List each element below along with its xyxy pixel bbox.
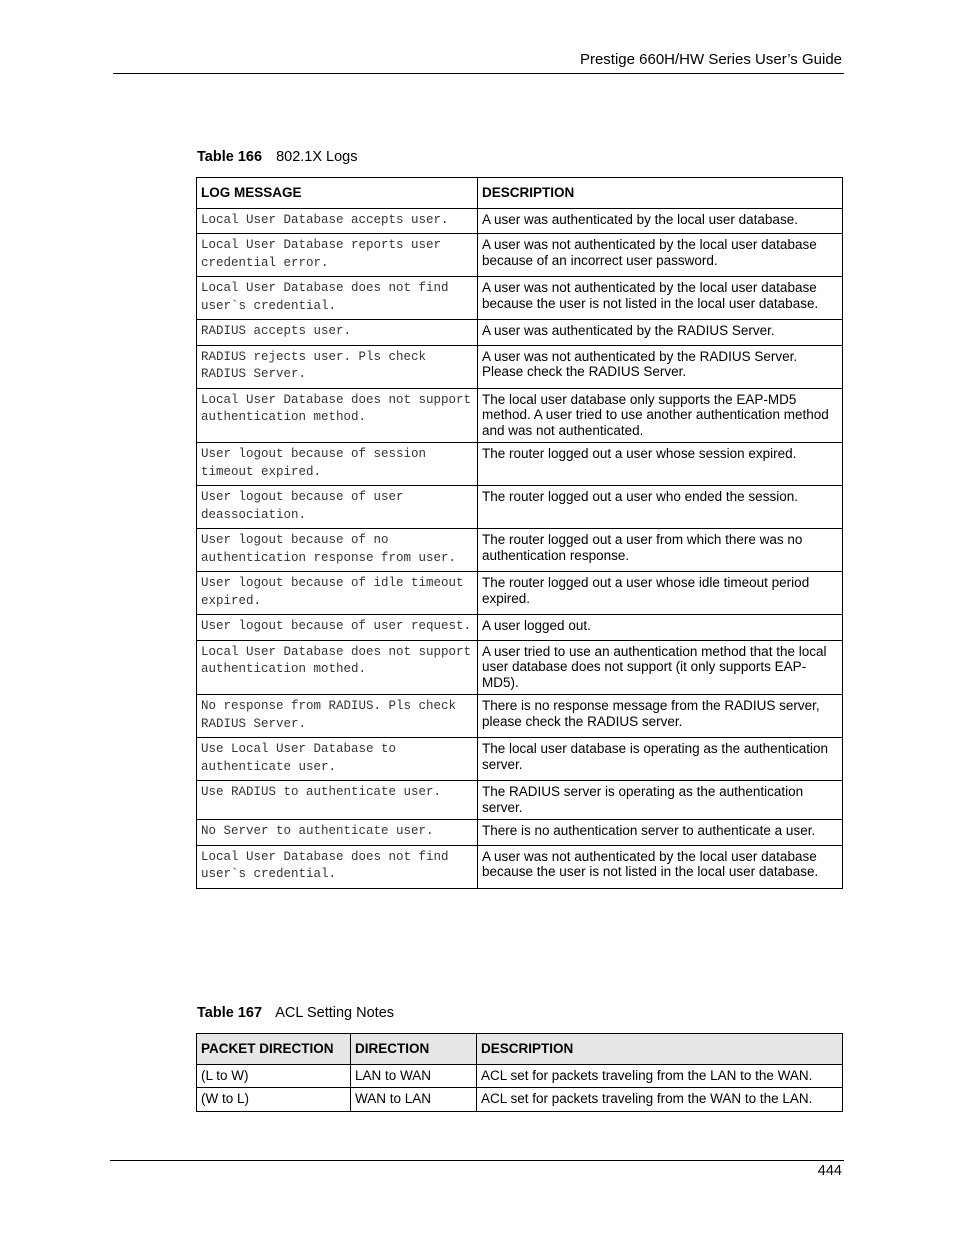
table-cell: The router logged out a user whose idle timeout period expired. xyxy=(478,572,843,615)
table-cell: Use RADIUS to authenticate user. xyxy=(197,781,478,820)
table-row xyxy=(197,820,843,846)
table-cell: The router logged out a user who ended the session. xyxy=(478,486,843,529)
column-header-direction: DIRECTION xyxy=(351,1034,477,1065)
table167 xyxy=(196,1033,843,1112)
table-cell: (W to L) xyxy=(197,1088,351,1112)
table-row xyxy=(197,1064,843,1088)
table166 xyxy=(196,177,843,889)
column-header-description: DESCRIPTION xyxy=(478,178,843,209)
table-cell: No response from RADIUS. Pls check RADIUS Server. xyxy=(197,695,478,738)
column-header-log-message: LOG MESSAGE xyxy=(197,178,478,209)
table166-caption-title: 802.1X Logs xyxy=(276,149,358,165)
table-row xyxy=(197,320,843,346)
table-cell: A user was not authenticated by the local user database because of an incorrect user password. xyxy=(478,234,843,277)
table-row xyxy=(197,208,843,234)
header-rule xyxy=(113,73,844,74)
table-row xyxy=(197,345,843,388)
table-cell: No Server to authenticate user. xyxy=(197,820,478,846)
table-cell: A user was not authenticated by the local user database because the user is not listed in the local user database. xyxy=(478,277,843,320)
table-cell: Local User Database does not find user`s credential. xyxy=(197,845,478,888)
table-cell: RADIUS accepts user. xyxy=(197,320,478,346)
table-cell: A user was authenticated by the RADIUS Server. xyxy=(478,320,843,346)
table166-body xyxy=(197,208,843,888)
column-header-description: DESCRIPTION xyxy=(477,1034,843,1065)
table-cell: The router logged out a user whose session expired. xyxy=(478,443,843,486)
table-cell: Use Local User Database to authenticate user. xyxy=(197,738,478,781)
table-row xyxy=(197,277,843,320)
table-row xyxy=(197,1088,843,1112)
table-cell: There is no authentication server to authenticate a user. xyxy=(478,820,843,846)
table-cell: ACL set for packets traveling from the WAN to the LAN. xyxy=(477,1088,843,1112)
table-cell: LAN to WAN xyxy=(351,1064,477,1088)
table166-caption-number: Table 166 xyxy=(197,149,263,165)
column-header-packet-direction: PACKET DIRECTION xyxy=(197,1034,351,1065)
table-row xyxy=(197,695,843,738)
table-cell: The local user database is operating as the authentication server. xyxy=(478,738,843,781)
table-cell: RADIUS rejects user. Pls check RADIUS Server. xyxy=(197,345,478,388)
table167-body xyxy=(197,1064,843,1111)
table-row xyxy=(197,572,843,615)
table167-caption xyxy=(197,1005,394,1021)
table-cell: User logout because of idle timeout expired. xyxy=(197,572,478,615)
table-cell: A user logged out. xyxy=(478,615,843,641)
table-cell: Local User Database does not support authentication method. xyxy=(197,388,478,443)
table-cell: The router logged out a user from which there was no authentication response. xyxy=(478,529,843,572)
table167-caption-number: Table 167 xyxy=(197,1005,263,1021)
page-number: 444 xyxy=(817,1163,842,1179)
table167-caption-title: ACL Setting Notes xyxy=(275,1005,395,1021)
table-row xyxy=(197,845,843,888)
table-cell: Local User Database accepts user. xyxy=(197,208,478,234)
table-cell: ACL set for packets traveling from the LAN to the WAN. xyxy=(477,1064,843,1088)
table-cell: Local User Database does not support authentication mothed. xyxy=(197,640,478,695)
table-cell: A user tried to use an authentication method that the local user database does not support (it only supports EAP-MD5). xyxy=(478,640,843,695)
table-cell: User logout because of session timeout expired. xyxy=(197,443,478,486)
table-cell: The local user database only supports the EAP-MD5 method. A user tried to use another authentication method and was not authenticated. xyxy=(478,388,843,443)
table-row xyxy=(197,486,843,529)
table166-header-row xyxy=(197,178,843,209)
table-cell: User logout because of user deassociation. xyxy=(197,486,478,529)
table-cell: A user was authenticated by the local user database. xyxy=(478,208,843,234)
table-cell: Local User Database reports user credential error. xyxy=(197,234,478,277)
table-cell: The RADIUS server is operating as the authentication server. xyxy=(478,781,843,820)
table-cell: Local User Database does not find user`s credential. xyxy=(197,277,478,320)
running-header-title: Prestige 660H/HW Series User’s Guide xyxy=(579,51,842,68)
table-cell: User logout because of no authentication response from user. xyxy=(197,529,478,572)
table167-header-row xyxy=(197,1034,843,1065)
table-row xyxy=(197,388,843,443)
table-cell: A user was not authenticated by the local user database because the user is not listed in the local user database. xyxy=(478,845,843,888)
table-row xyxy=(197,615,843,641)
footer-rule xyxy=(110,1160,844,1161)
table-row xyxy=(197,234,843,277)
table-row xyxy=(197,781,843,820)
table-cell: There is no response message from the RADIUS server, please check the RADIUS server. xyxy=(478,695,843,738)
table-cell: A user was not authenticated by the RADIUS Server. Please check the RADIUS Server. xyxy=(478,345,843,388)
table-row xyxy=(197,529,843,572)
table166-caption xyxy=(197,149,358,165)
table-row xyxy=(197,640,843,695)
table-cell: User logout because of user request. xyxy=(197,615,478,641)
table-cell: WAN to LAN xyxy=(351,1088,477,1112)
table-row xyxy=(197,738,843,781)
table-row xyxy=(197,443,843,486)
table-cell: (L to W) xyxy=(197,1064,351,1088)
